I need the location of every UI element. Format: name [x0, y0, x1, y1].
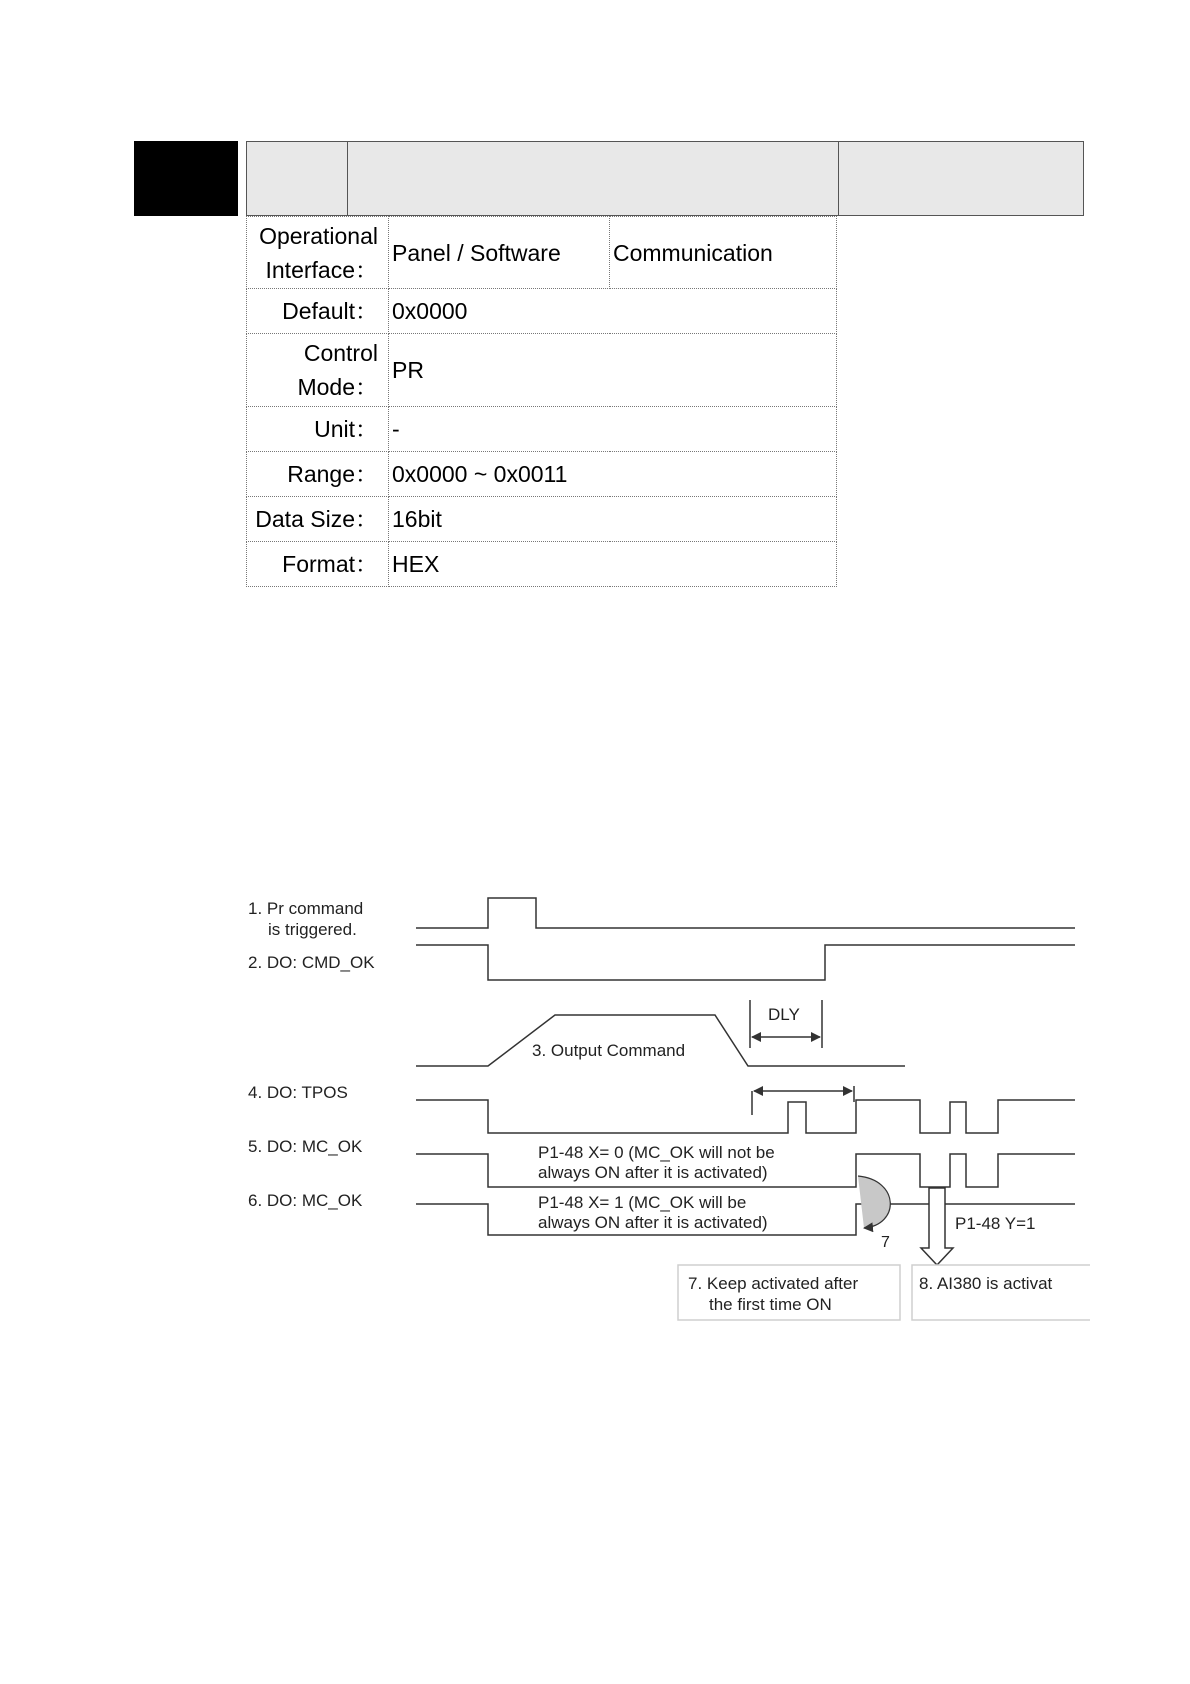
tpos-waveform — [416, 1100, 1075, 1133]
dly-label: DLY — [768, 1005, 800, 1024]
header-cell-name — [347, 142, 839, 215]
arrow-7-label: 7 — [881, 1234, 890, 1251]
timing-diagram — [240, 890, 1090, 1340]
format-label: Format： — [247, 542, 389, 587]
table-row — [247, 497, 837, 542]
signal-5-label: 5. DO: MC_OK — [248, 1137, 363, 1156]
note-x1-line2: always ON after it is activated) — [538, 1213, 768, 1232]
cmd-ok-waveform — [416, 945, 1075, 980]
parameter-attributes-table — [246, 216, 837, 587]
table-row — [247, 542, 837, 587]
signal-1-label-line1: 1. Pr command — [248, 899, 364, 918]
control-mode-label: Control Mode： — [247, 334, 389, 407]
note-x0-line2: always ON after it is activated) — [538, 1163, 768, 1182]
note-x0-line1: P1-48 X= 0 (MC_OK will not be — [538, 1143, 775, 1162]
table-row — [247, 334, 837, 407]
operational-interface-label: Operational Interface： — [247, 217, 389, 289]
signal-6-label: 6. DO: MC_OK — [248, 1191, 363, 1210]
p1-48-y-label: P1-48 Y=1 — [955, 1214, 1036, 1233]
table-row — [247, 452, 837, 497]
range-label: Range： — [247, 452, 389, 497]
table-row — [247, 289, 837, 334]
signal-2-label: 2. DO: CMD_OK — [248, 953, 375, 972]
table-row — [247, 217, 837, 289]
header-cell-code — [247, 142, 348, 215]
note-box-7-line2: the first time ON — [709, 1295, 832, 1314]
signal-4-label: 4. DO: TPOS — [248, 1083, 348, 1102]
communication-value: Communication — [610, 217, 837, 289]
default-label: Default： — [247, 289, 389, 334]
format-value: HEX — [389, 542, 837, 587]
section-tab-marker — [134, 141, 238, 216]
parameter-header-row — [246, 141, 1084, 216]
signal-1-label-line2: is triggered. — [268, 920, 357, 939]
note-box-7-line1: 7. Keep activated after — [688, 1274, 859, 1293]
output-command-label: 3. Output Command — [532, 1041, 686, 1060]
data-size-value: 16bit — [389, 497, 837, 542]
data-size-label: Data Size： — [247, 497, 389, 542]
default-value: 0x0000 — [389, 289, 837, 334]
pr-command-waveform — [416, 898, 1075, 928]
unit-value: - — [389, 407, 837, 452]
range-value: 0x0000 ~ 0x0011 — [389, 452, 837, 497]
table-row — [247, 407, 837, 452]
note-box-8-text: 8. AI380 is activat — [919, 1274, 1053, 1293]
panel-software-value: Panel / Software — [389, 217, 610, 289]
control-mode-value: PR — [389, 334, 837, 407]
down-arrow-icon — [921, 1188, 953, 1265]
unit-label: Unit： — [247, 407, 389, 452]
note-x1-line1: P1-48 X= 1 (MC_OK will be — [538, 1193, 747, 1212]
curved-arrow-icon — [858, 1176, 890, 1228]
